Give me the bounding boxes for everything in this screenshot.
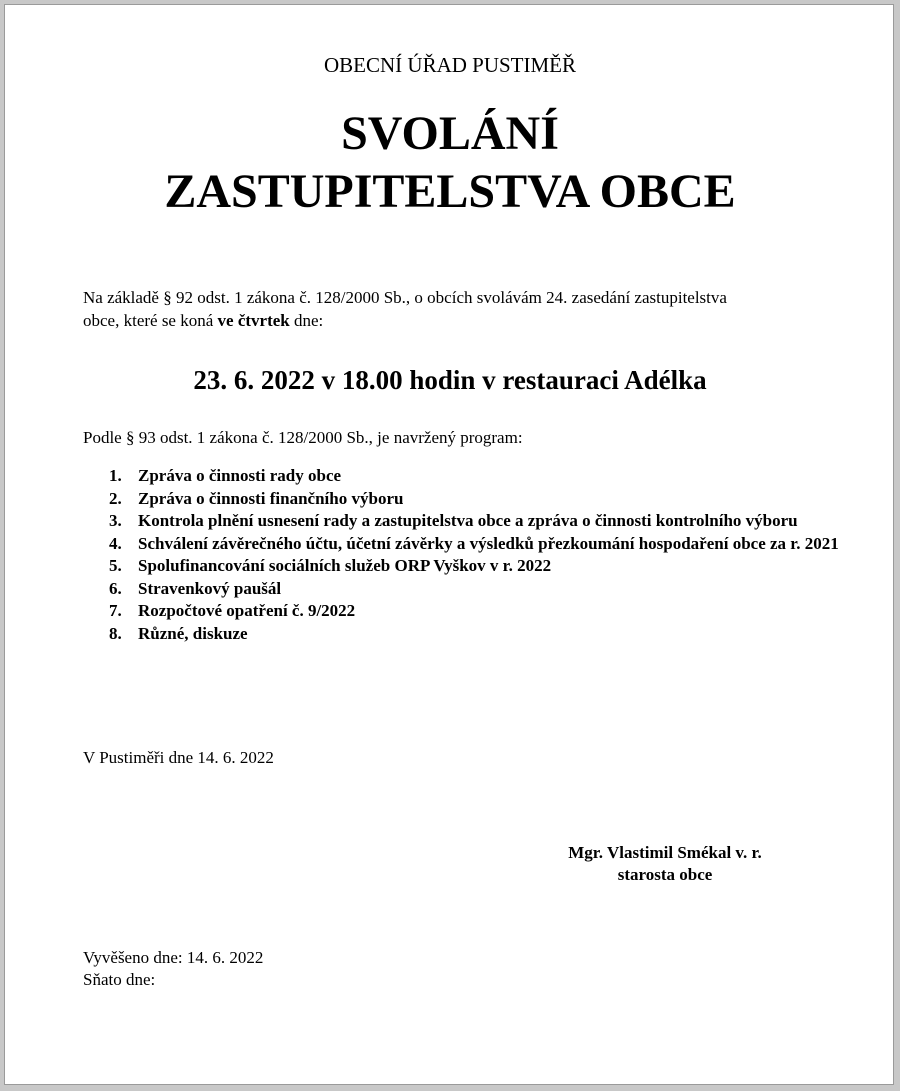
intro-paragraph-line1: Na základě § 92 odst. 1 zákona č. 128/2000 Sb., o obcích svolávám 24. zasedání zastupitelstva	[83, 288, 727, 307]
intro-paragraph-line2	[83, 309, 323, 333]
meeting-date-line: 23. 6. 2022 v 18.00 hodin v restauraci Adélka	[193, 365, 707, 395]
place-and-date: V Pustiměři dne 14. 6. 2022	[83, 748, 274, 767]
agenda-item-number: 6.	[109, 578, 122, 598]
agenda-item-text: Zpráva o činnosti rady obce	[138, 466, 342, 485]
agenda-item-number: 1.	[109, 466, 122, 485]
agenda-item-number: 3.	[109, 511, 122, 530]
agenda-item-text: Spolufinancování sociálních služeb ORP Vyškov v r. 2022	[138, 556, 552, 575]
agenda-item	[109, 555, 849, 578]
agenda-item-text: Různé, diskuze	[138, 623, 248, 643]
agenda-item	[109, 578, 849, 601]
agenda-item-text: Rozpočtové opatření č. 9/2022	[138, 601, 356, 620]
agenda-item-text: Zpráva o činnosti finančního výboru	[138, 488, 404, 508]
program-intro: Podle § 93 odst. 1 zákona č. 128/2000 Sb., je navržený program:	[83, 428, 523, 447]
agenda-item	[109, 488, 849, 511]
agenda-item-text: Stravenkový paušál	[138, 578, 282, 598]
posted-date: Vyvěšeno dne: 14. 6. 2022	[83, 948, 264, 967]
document-title-line1: SVOLÁNÍ	[341, 107, 559, 160]
agenda-item-text: Schválení závěrečného účtu, účetní závěrky a výsledků přezkoumání hospodaření obce za r. 2021	[138, 533, 839, 553]
document-page	[4, 4, 894, 1085]
document-title-line2: ZASTUPITELSTVA OBCE	[164, 165, 736, 218]
removed-date: Sňato dne:	[83, 970, 156, 989]
intro-line2-prefix: obce, které se koná	[83, 311, 218, 330]
agenda-item-number: 5.	[109, 556, 122, 575]
meeting-weekday: ve čtvrtek	[217, 311, 290, 330]
signatory-role: starosta obce	[617, 865, 713, 884]
office-heading: OBECNÍ ÚŘAD PUSTIMĚŘ	[323, 53, 577, 77]
agenda-item-number: 7.	[109, 601, 122, 620]
agenda-item-number: 4.	[109, 533, 122, 553]
agenda-item	[109, 533, 849, 556]
agenda-item-number: 2.	[109, 488, 122, 508]
agenda-item	[109, 465, 849, 488]
agenda-item	[109, 510, 849, 533]
agenda-item-number: 8.	[109, 623, 122, 643]
agenda-item	[109, 623, 849, 646]
signatory-name: Mgr. Vlastimil Smékal v. r.	[568, 843, 762, 862]
intro-line2-suffix: dne:	[289, 311, 324, 330]
agenda-item-text: Kontrola plnění usnesení rady a zastupitelstva obce a zpráva o činnosti kontrolního výboru	[138, 511, 798, 530]
agenda-list	[109, 465, 849, 645]
agenda-item	[109, 600, 849, 623]
